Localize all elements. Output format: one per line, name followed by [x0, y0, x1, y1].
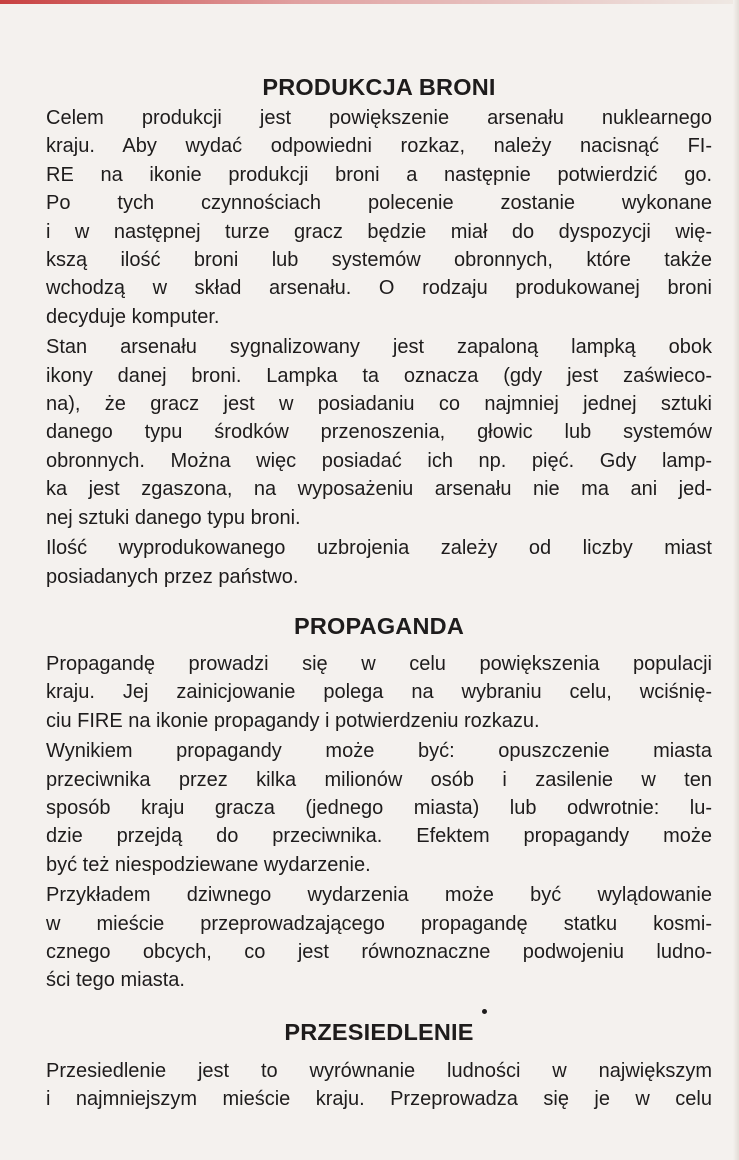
text-line: kraju. Aby wydać odpowiedni rozkaz, należy nacisnąć FI- [46, 135, 712, 158]
paragraph [46, 333, 712, 532]
text-line: ka jest zgaszona, na wyposażeniu arsenału nie ma ani jed- [46, 478, 712, 501]
text-line: cznego obcych, co jest równoznaczne podwojeniu ludno- [46, 940, 712, 963]
text-line: decyduje komputer. [46, 305, 220, 328]
text-line: Przesiedlenie jest to wyrównanie ludności w największym [46, 1059, 712, 1082]
text-line: sposób kraju gracza (jednego miasta) lub odwrotnie: lu- [46, 796, 712, 819]
section-propaganda [46, 602, 712, 995]
section-produkcja-broni [46, 70, 712, 591]
text-line: być też niespodziewane wydarzenie. [46, 853, 371, 876]
paragraph [46, 737, 712, 879]
text-line: posiadanych przez państwo. [46, 565, 299, 588]
section-heading: PROPAGANDA [294, 612, 464, 639]
paragraph [46, 534, 712, 591]
page-right-edge [733, 0, 739, 1160]
text-line: Celem produkcji jest powiększenie arsenału nuklearnego [46, 107, 712, 129]
text-line: i najmniejszym mieście kraju. Przeprowadza się je w celu [46, 1088, 712, 1111]
text-line: i w następnej turze gracz będzie miał do dyspozycji wię- [46, 220, 712, 243]
text-line: Po tych czynnościach polecenie zostanie wykonane [46, 192, 712, 215]
text-line: ciu FIRE na ikonie propagandy i potwierdzeniu rozkazu. [46, 709, 540, 732]
text-line: na), że gracz jest w posiadaniu co najmniej jednej sztuki [46, 393, 712, 416]
ink-dot [482, 1009, 487, 1014]
text-line: Ilość wyprodukowanego uzbrojenia zależy od liczby miast [46, 537, 712, 560]
section-heading: PRODUKCJA BRONI [262, 74, 496, 100]
paragraph [46, 104, 712, 331]
text-line: ści tego miasta. [46, 969, 185, 992]
text-line: wchodzą w skład arsenału. O rodzaju produkowanej broni [46, 277, 712, 300]
text-line: przeciwnika przez kilka milionów osób i zasilenie w ten [46, 768, 712, 791]
text-line: Przykładem dziwnego wydarzenia może być wylądowanie [46, 884, 712, 907]
text-line: kszą ilość broni lub systemów obronnych, które także [46, 249, 712, 272]
text-line: Stan arsenału sygnalizowany jest zapaloną lampką obok [46, 336, 712, 359]
text-line: kraju. Jej zainicjowanie polega na wybraniu celu, wciśnię- [46, 681, 712, 704]
manual-page [46, 60, 712, 1114]
text-line: dzie przejdą do przeciwnika. Efektem propagandy może [46, 825, 712, 848]
paragraph [46, 650, 712, 735]
text-line: Propagandę prowadzi się w celu powiększenia populacji [46, 652, 712, 675]
text-line: w mieście przeprowadzającego propagandę statku kosmi- [46, 912, 712, 935]
text-line: ikony danej broni. Lampka ta oznacza (gdy jest zaświeco- [46, 364, 712, 387]
text-line: danego typu środków przenoszenia, głowic lub systemów [46, 421, 712, 444]
section-heading-text: PRZESIEDLENIE [284, 1018, 474, 1045]
text-line: RE na ikonie produkcji broni a następnie potwierdzić go. [46, 163, 712, 186]
page-top-edge [0, 0, 739, 4]
text-line: Wynikiem propagandy może być: opuszczenie miasta [46, 740, 712, 763]
paragraph [46, 1057, 712, 1114]
section-heading [46, 1007, 712, 1057]
text-line: nej sztuki danego typu broni. [46, 506, 301, 529]
text-line: obronnych. Można więc posiadać ich np. pięć. Gdy lamp- [46, 449, 712, 472]
section-przesiedlenie [46, 1007, 712, 1114]
paragraph [46, 881, 712, 995]
